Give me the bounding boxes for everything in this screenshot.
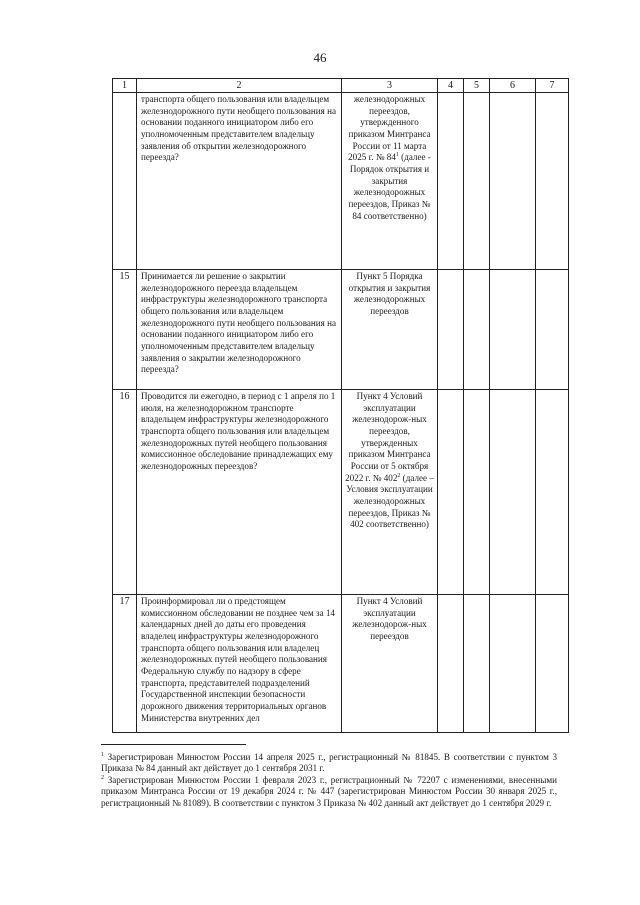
table-header-row	[113, 79, 569, 93]
empty-cell	[438, 93, 464, 270]
footnote-text: Зарегистрирован Минюстом России 1 февраля 2023 г., регистрационный № 72207 с изменениями, внесенными приказом Минтранса России от 19 декабря 2024 г. № 447 (зарегистрирован Минюстом России 30 января 2025 г., регистрационный № 81089). В соответствии с пунктом 3 Приказа № 402 данный акт действует до 1 сентября 2029 г.	[101, 775, 557, 808]
legal-reference-text: Пункт 4 Условий эксплуатации железнодорож-ных переездов, утвержденных приказом Минтранса России от 5 октября 2022 г. № 402	[345, 391, 431, 483]
legal-reference	[342, 390, 438, 595]
row-number: 15	[113, 270, 137, 390]
footnote-separator	[101, 744, 246, 745]
header-cell: 1	[113, 79, 137, 93]
table-row	[113, 595, 569, 733]
header-cell: 2	[137, 79, 342, 93]
row-number	[113, 93, 137, 270]
empty-cell	[464, 270, 490, 390]
empty-cell	[536, 270, 569, 390]
legal-reference	[342, 595, 438, 733]
row-number: 16	[113, 390, 137, 595]
empty-cell	[438, 390, 464, 595]
empty-cell	[536, 595, 569, 733]
empty-cell	[464, 595, 490, 733]
legal-reference-text: железнодорожных переездов, утвержденного приказом Минтранса России от 11 марта 2025 г. № 84	[348, 94, 431, 163]
footnote-marker: 2	[397, 472, 401, 479]
footnote-marker: 1	[395, 152, 399, 159]
requirement-question: Проинформировал ли о предстоящем комиссионном обследовании не позднее чем за 14 календарных дней до даты его проведения владелец инфраструктуры железнодорожного транспорта общего пользования или владелец железнодорожных путей необщего пользования Федеральную службу по надзору в сфере транспорта, представителей подразделений Государственной инспекции безопасности дорожного движения территориальных органов Министерства внутренних дел	[137, 595, 342, 733]
table-row	[113, 93, 569, 270]
legal-reference-text: Пункт 4 Условий эксплуатации железнодорож-ных переездов	[352, 596, 427, 641]
footnote	[101, 775, 557, 809]
empty-cell	[464, 390, 490, 595]
empty-cell	[490, 270, 536, 390]
header-cell: 3	[342, 79, 438, 93]
header-cell: 5	[464, 79, 490, 93]
empty-cell	[438, 270, 464, 390]
requirement-question: транспорта общего пользования или владельцем железнодорожного пути необщего пользования на основании поданного инициатором либо его уполномоченным представителем владельцу заявления об открытии железнодорожного переезда?	[137, 93, 342, 270]
empty-cell	[536, 390, 569, 595]
legal-reference	[342, 93, 438, 270]
inspection-checklist-table	[112, 78, 569, 733]
legal-reference	[342, 270, 438, 390]
header-cell: 7	[536, 79, 569, 93]
table-row	[113, 390, 569, 595]
requirement-question: Принимается ли решение о закрытии железнодорожного переезда владельцем инфраструктуры железнодорожного транспорта общего пользования или владельцем железнодорожного пути необщего пользования на основании поданного инициатором либо его уполномоченным представителем владельцу заявления о закрытии железнодорожного переезда?	[137, 270, 342, 390]
footnote	[101, 752, 557, 775]
header-cell: 6	[490, 79, 536, 93]
footnote-mark: 2	[101, 774, 104, 781]
requirement-question: Проводится ли ежегодно, в период с 1 апреля по 1 июля, на железнодорожном транспорте владельцем инфраструктуры железнодорожного транспорта общего пользования или владельцем железнодорожных путей необщего пользования комиссионное обследование принадлежащих ему железнодорожных переездов?	[137, 390, 342, 595]
footnote-text: Зарегистрирован Минюстом России 14 апреля 2025 г., регистрационный № 81845. В соответствии с пунктом 3 Приказа № 84 данный акт действует до 1 сентября 2031 г.	[101, 752, 557, 774]
empty-cell	[490, 390, 536, 595]
empty-cell	[464, 93, 490, 270]
empty-cell	[536, 93, 569, 270]
page-number: 46	[313, 50, 327, 65]
empty-cell	[490, 595, 536, 733]
row-number: 17	[113, 595, 137, 733]
empty-cell	[490, 93, 536, 270]
empty-cell	[438, 595, 464, 733]
legal-reference-text: (далее – Условия эксплуатации железнодорожных переездов, Приказ № 402 соответственно)	[346, 472, 434, 530]
legal-reference-text: Пункт 5 Порядка открытия и закрытия железнодорожных переездов	[348, 271, 431, 316]
table-row	[113, 270, 569, 390]
header-cell: 4	[438, 79, 464, 93]
legal-reference-text: (далее - Порядок открытия и закрытия железнодорожных переездов, Приказ № 84 соответственно)	[348, 152, 431, 221]
footnote-mark: 1	[101, 751, 104, 758]
